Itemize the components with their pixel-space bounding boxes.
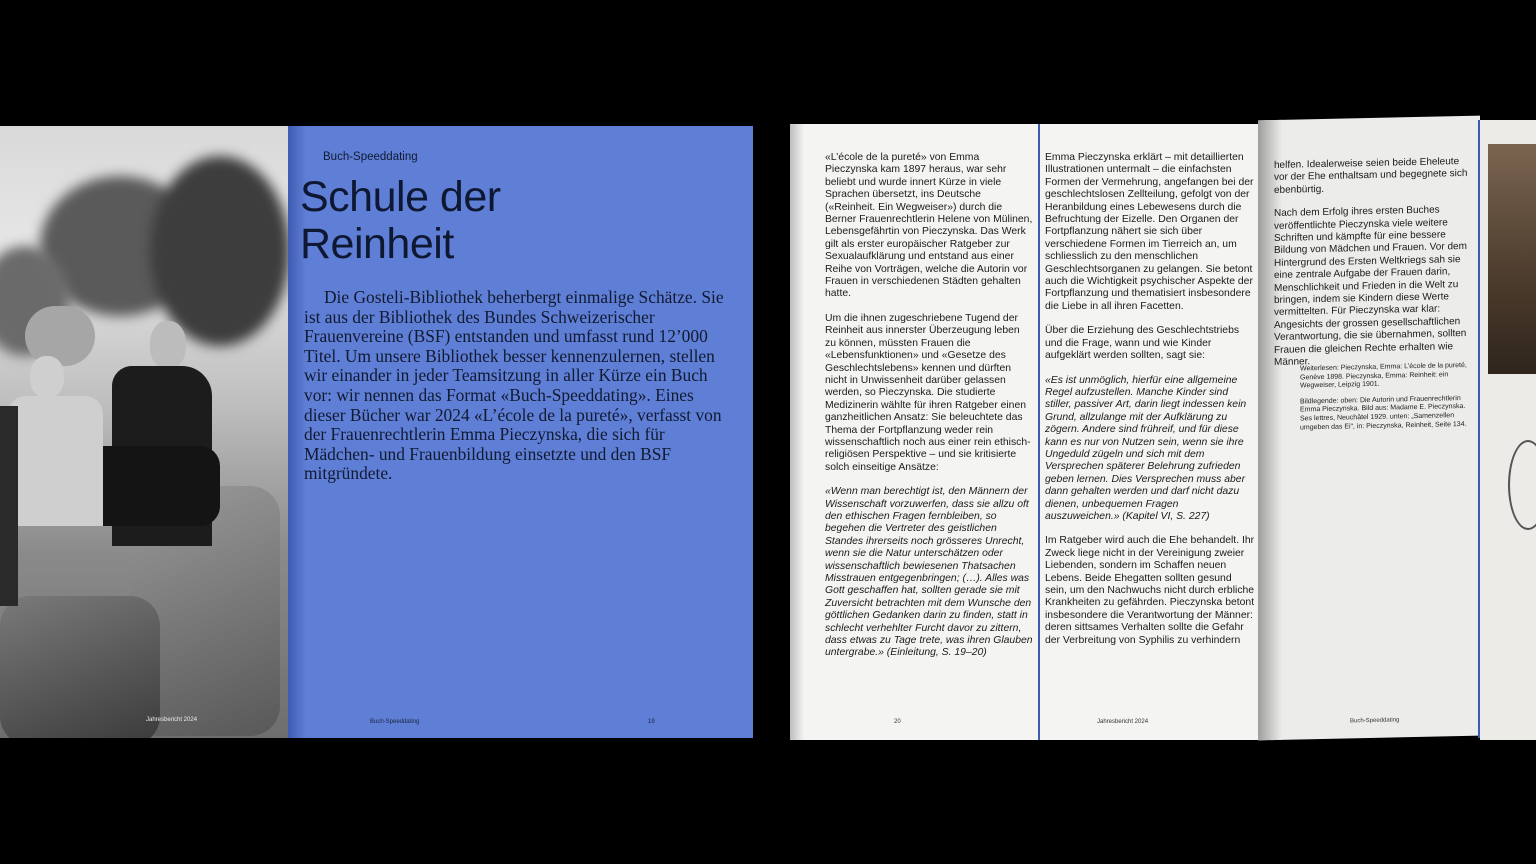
portrait-photo [1488,144,1536,374]
page-edge [790,124,804,740]
image-caption: Bildlegende: oben: Die Autorin und Frauenrechtlerin Emma Pieczynska. Bild aus: Madame E. Pieczynska. Ses lettres, Neuchâtel 1929. unten: „Samenzellen umgeben das Ei“, in: Pieczynska, Reinheit, Seite 134. [1300,394,1467,432]
title-page [288,126,753,738]
intro-paragraph [304,288,734,484]
next-page-edge [1480,120,1536,740]
footnotes [1300,362,1470,440]
section-kicker: Buch-Speeddating [323,151,418,163]
illustration-fragment [1508,440,1536,530]
page-title [300,174,501,268]
archive-photo [0,126,290,738]
intro-text: Die Gosteli-Bibliothek beherbergt einmalige Schätze. Sie ist aus der Bibliothek des Bundes Schweizerischer Frauenvereine (BSF) entstanden und umfasst rund 12’000 Titel. Um unsere Bibliothek besser kennenzulernen, stellen wir einander in jeder Teamsitzung in aller Kürze ein Buch vor: wir nennen das Format «Buch-Speeddating». Eines dieser Bücher war 2024 «L’école de la pureté», verfasst von der Frauenrechtlerin Emma Pieczynska, die sich für Mädchen- und Frauenbildung einsetzte und den BSF mitgründete. [304,287,724,484]
title-line-1: Schule der [300,173,501,221]
title-line-2: Reinheit [300,220,454,268]
block-quote: «Es ist unmöglich, hierfür eine allgemeine Regel aufzustellen. Manche Kinder sind stiller, passiver Art, darin liegt indessen kein Grund, allzulange mit der Aufklärung zu zögern. Andere sind frühreif, und für diese kann es nur von Nutzen sein, wenn sie ihre Ungeduld zügeln und sich mit dem Versprechen späterer Belehrung zufrieden geben lernen. Dies Versprechen muss aber dann gehalten werden und darf nicht dazu dienen, unbequemen Fragen auszuweichen.» (Kapitel VI, S. 227) [1045,374,1247,522]
further-reading: Weiterlesen: Pieczynska, Emma: L’école de la pureté, Genève 1898. Pieczynska, Emma: Reinheit: ein Wegweiser, Leipzig 1901. [1300,361,1467,390]
article-spread [790,124,1260,740]
article-column-left [825,152,1033,672]
footer-section-label: Buch-Speeddating [1350,717,1400,725]
paragraph: «L’école de la pureté» von Emma Pieczynska kam 1897 heraus, war sehr beliebt und wurde innert Kürze in viele Sprachen übersetzt, ins Deutsche («Reinheit. Ein Wegweiser») durch die Berner Frauenrechtlerin Helene von Mülinen, Lebensgefährtin von Pieczynska. Das Werk gilt als erster europäischer Ratgeber zur Sexualaufklärung und entstand aus einer Reihe von Vorträgen, welche die Autorin vor Frauen in verschiedenen Städten gehalten hatte. [825,152,1033,300]
block-quote: «Wenn man berechtigt ist, den Männern der Wissenschaft vorzuwerfen, dass sie allzu oft den ethischen Fragen fernbleiben, so begehen die Vertreter des geistlichen Standes ihrerseits noch grösseres Unrecht, wenn sie die Natur unterschätzen oder wissenschaftlich bewiesenen Thatsachen Misstrauen entgegenbringen; (…). Alles was Gott geschaffen hat, sollten gerade sie mit Zuversicht betrachten mit dem Wunsche den göttlichen Gedanken darin zu finden, statt in schlecht verhehlter Furcht davor zu zittern, dass etwas zu Tage trete, was ihren Glauben untergrabe.» (Einleitung, S. 19–20) [825,486,1033,659]
footer-section-label: Buch-Speeddating [370,719,420,725]
curled-page [1258,116,1480,741]
paragraph: Um die ihnen zugeschriebene Tugend der Reinheit aus innerster Überzeugung leben zu können, müssten Frauen die «Lebensfunktionen» und «Gesetze des Geschlechtslebens» kennen und dürften nicht in Unwissenheit darüber gelassen werden, so Pieczynska. Die studierte Medizinerin wählte für ihren Ratgeber einen ganzheitlichen Ansatz: Sie beleuchtete das Thema der Fortpflanzung weder rein wissenschaftlich noch aus einer rein ethisch-religiösen Perspektive – und sie kritisierte solch einseitige Ansätze: [825,312,1031,473]
column-divider [1038,124,1040,740]
paragraph: helfen. Idealerweise seien beide Eheleute vor der Ehe enthaltsam und begegnete sich ebenbürtig. [1274,156,1468,196]
article-column-right [1045,152,1255,659]
paragraph: Emma Pieczynska erklärt – mit detaillierten Illustrationen untermalt – die einfachsten Formen der Vermehrung, angefangen bei der geschlechtslosen Zellteilung, gefolgt von der Heranbildung eines Lebewesens durch die Befruchtung der Eizelle. Den Organen der Fortpflanzung nähert sie sich über verschiedene Formen im Tierreich an, um schliesslich zu den menschlichen Geschlechtsorganen zu gelangen. Sie betont auch die Wichtigkeit psychischer Aspekte der Fortpflanzung und thematisiert insbesondere die Liebe in all ihren Facetten. [1045,152,1254,312]
continuation-text [1274,156,1474,381]
footer-report-label: Jahresbericht 2024 [1097,719,1149,725]
paragraph: Über die Erziehung des Geschlechtstriebs und die Frage, wann und wie Kinder aufgeklärt werden sollten, sagt sie: [1045,325,1240,362]
paragraph: Im Ratgeber wird auch die Ehe behandelt. Ihr Zweck liege nicht in der Vereinigung zweier Liebenden, sondern im Schaffen neuen Lebens. Beide Ehegatten sollten gesund sein, um den Nachwuchs nicht durch erbliche Krankheiten zu gefährden. Pieczynska betont insbesondere die Verantwortung der Männer: deren sittsames Verhalten sollte die Gefahr der Verbreitung von Syphilis zu verhindern [1045,535,1255,646]
footer-page-number: 19 [648,719,655,725]
paragraph: Nach dem Erfolg ihres ersten Buches veröffentlichte Pieczynska viele weitere Schriften und kämpfte für eine bessere Bildung von Mädchen und Frauen. Vor dem Hintergrund des Ersten Weltkriegs sah sie eine zentrale Aufgabe der Frauen darin, Menschlichkeit und Frieden in die Welt zu bringen, indem sie Kindern diese Werte vermittelten. Für Pieczynska war klar: Angesichts der grossen gesellschaftlichen Verantwortung, die sie übernahmen, sollten Frauen die gleichen Rechte erhalten wie Männer. [1274,204,1467,369]
photo-page-footer: Jahresbericht 2024 [146,717,198,723]
footer-page-number: 20 [894,719,901,725]
